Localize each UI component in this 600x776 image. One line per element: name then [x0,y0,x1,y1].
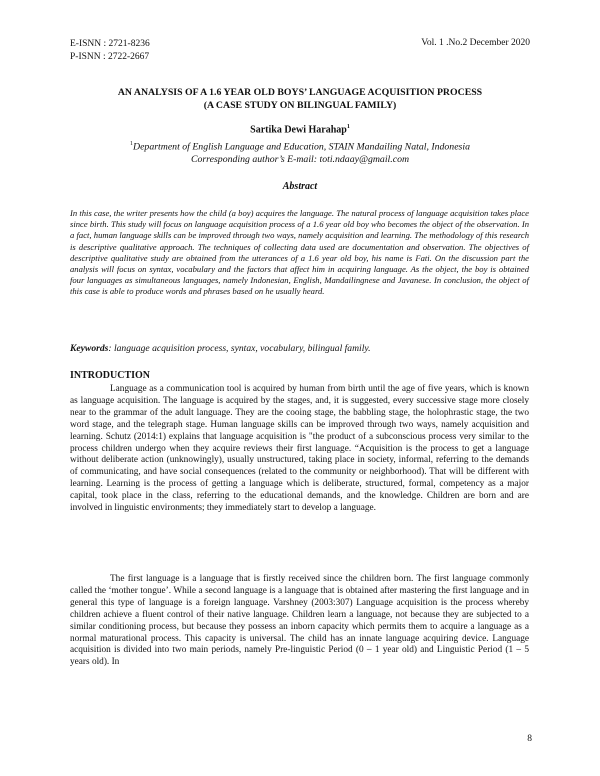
author-name: Sartika Dewi Harahap$^1$ [250,124,350,136]
volume-info: Vol. 1 .No.2 December 2020 [421,38,530,48]
affiliation-superscript: 1 [130,141,133,147]
affiliation-block [60,138,540,166]
eissn: E-ISNN : 2721-8236 [70,39,150,49]
paper-title [60,86,540,112]
keywords-label: Keywords [70,343,109,354]
introduction-heading: INTRODUCTION [70,370,151,381]
title-line-2: (A CASE STUDY ON BILINGUAL FAMILY) [203,100,397,111]
title-line-1: AN ANALYSIS OF A 1.6 YEAR OLD BOYS’ LANGUAGE ACQUISITION PROCESS [117,87,483,98]
page-number: 8 [527,734,532,744]
introduction-paragraph-2: The first language is a language that is firstly received since the children born. The first language commonly called the ‘mother tongue’. While a second language is a language that is obtained after mastering the first language and in general this type of language is a foreign language. Varshney (2003:307) Language acquisition is the process whereby children achieve a fluent control of their native language. Children learn a language, not because they are subjected to a similar conditioning process, but because they possess an inborn capacity which permits them to acquire a language as a normal maturational process. This capacity is universal. The child has an innate language acquiring device. Language acquisition is divided into two main periods, namely Pre-linguistic Period (0 – 1 year old) and Linguistic Period (1 – 5 years old). In [70,574,529,668]
affiliation: $^1$Department of English Language and Education, STAIN Mandailing Natal, Indonesia [130,141,470,153]
issn-block [70,38,150,64]
keywords [70,343,529,354]
introduction-paragraph-1: Language as a communication tool is acquired by human from birth until the age of five years, which is known as language acquisition. The language is acquired by the stages, and, it is suggested, every successive stage more closely near to the grammar of the adult language. They are the cooing stage, the babbling stage, the holophrastic stage, the two word stage, and the telegraph stage. Human language skills can be improved through two ways, namely acquisition and learning. Schutz (2014:1) explains that language acquisition is "the product of a subconscious process very similar to the process children undergo when they acquire reviews their first language. “Acquisition is the process to get a language without deliberate action (unknowingly), usually unstructured, taking place in society, informal, referring to the demands of communicating, and have social consequences (related to the community or neighborhood). That will be different with learning. Learning is the process of getting a language which is deliberate, structured, formal, competency as a major capital, took place in the class, referring to the educational demands, and the knowledge. Children are born and are involved in linguistic environments; they immediately start to develop a language. [70,384,529,514]
author-superscript: 1 [346,124,350,130]
keywords-text: : language acquisition process, syntax, vocabulary, bilingual family. [108,343,371,354]
pissn: P-ISNN : 2722-2667 [70,52,150,62]
corresponding-email: Corresponding author’s E-mail: toti.ndaay@gmail.com [190,154,410,166]
abstract-text: In this case, the writer presents how the child (a boy) acquires the language. The natural process of language acquisition takes place since birth. This study will focus on language acquisition process of a 1.6 year old boy who becomes the object of the observation. In a fact, human language skills can be improved through two ways, namely acquisition and learning. The methodology of this research is descriptive qualitative approach. The techniques of collecting data used are documentation and observation. The objectives of descriptive qualitative study are obtained from the utterances of a 1.6 year old boy, his name is Fati. On the discussion part the analysis will focus on syntax, vocabulary and the factors that affect him in acquiring language. As the object, the boy is obtained four languages as simultaneous languages, namely Indonesian, English, Mandailingnese and Javanese. In conclusion, the object of this case is able to produce words and phrases based on he usually heard. [70,208,529,297]
abstract-heading: Abstract [282,181,318,192]
